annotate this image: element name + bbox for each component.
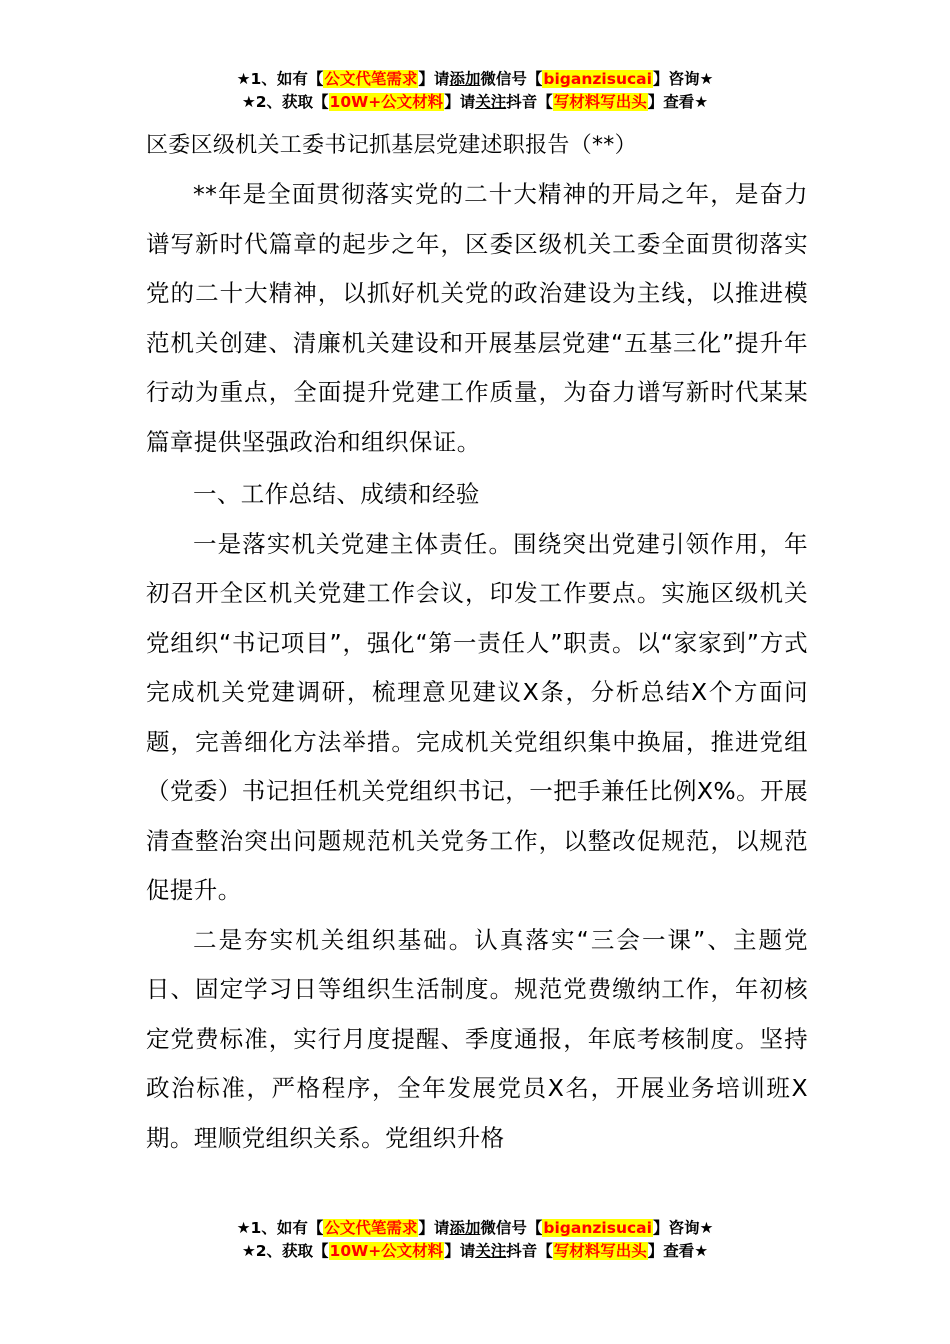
section-heading: 一、工作总结、成绩和经验 xyxy=(193,480,480,508)
promo-text: 】请 xyxy=(444,1242,476,1260)
promo-underlined: 关注 xyxy=(475,1242,507,1260)
intro-paragraph: **年是全面贯彻落实党的二十大精神的开局之年，是奋力谱写新时代篇章的起步之年，区委区级机关工委全面贯彻落实党的二十大精神，以抓好机关党的政治建设为主线，以推进模范机关创建、清廉机关建设和开展基层党建“五基三化”提升年行动为重点，全面提升党建工作质量，为奋力谱写新时代某某篇章提供坚强政治和组织保证。 xyxy=(146,180,808,456)
promo-text: ★1、如有【 xyxy=(236,70,324,88)
promo-text: 】查看★ xyxy=(647,93,709,111)
document-title: 区委区级机关工委书记抓基层党建述职报告（**） xyxy=(146,133,637,158)
promo-text: 微信号【 xyxy=(480,70,543,88)
body-paragraph-2: 二是夯实机关组织基础。认真落实“三会一课”、主题党日、固定学习日等组织生活制度。规范党费缴纳工作，年初核定党费标准，实行月度提醒、季度通报，年底考核制度。坚持政治标准，严格程序，全年发展党员X名，开展业务培训班X期。理顺党组织关系。党组织升格 xyxy=(146,925,808,1152)
promo-text: 】咨询★ xyxy=(652,70,714,88)
promo-highlight: biganzisucai xyxy=(543,70,652,88)
document-body xyxy=(146,170,808,1163)
promo-banner-bottom xyxy=(0,1217,950,1263)
promo-line-1 xyxy=(0,1217,950,1240)
promo-text: 】咨询★ xyxy=(652,1219,714,1237)
promo-text: ★2、获取【 xyxy=(241,1242,329,1260)
promo-banner-top xyxy=(0,68,950,114)
promo-highlight: 公文代笔需求 xyxy=(324,70,418,88)
promo-underlined: 关注 xyxy=(475,93,507,111)
promo-underlined: 添加 xyxy=(449,1219,481,1237)
promo-line-2 xyxy=(0,91,950,114)
promo-text: ★1、如有【 xyxy=(236,1219,324,1237)
promo-underlined: 添加 xyxy=(449,70,481,88)
promo-line-2 xyxy=(0,1240,950,1263)
promo-highlight: 写材料写出头 xyxy=(553,93,647,111)
promo-highlight: 公文代笔需求 xyxy=(324,1219,418,1237)
promo-text: 】查看★ xyxy=(647,1242,709,1260)
promo-text: 】请 xyxy=(444,93,476,111)
promo-text: 抖音【 xyxy=(506,93,553,111)
promo-text: 】请 xyxy=(418,1219,450,1237)
promo-highlight: biganzisucai xyxy=(543,1219,652,1237)
promo-line-1 xyxy=(0,68,950,91)
body-paragraph-1: 一是落实机关党建主体责任。围绕突出党建引领作用，年初召开全区机关党建工作会议，印发工作要点。实施区级机关党组织“书记项目”，强化“第一责任人”职责。以“家家到”方式完成机关党建调研，梳理意见建议X条，分析总结X个方面问题，完善细化方法举措。完成机关党组织集中换届，推进党组（党委）书记担任机关党组织书记，一把手兼任比例X%。开展清查整治突出问题规范机关党务工作，以整改促规范，以规范促提升。 xyxy=(146,529,808,904)
promo-highlight: 10W+公文材料 xyxy=(329,1242,444,1260)
promo-highlight: 写材料写出头 xyxy=(553,1242,647,1260)
promo-text: 】请 xyxy=(418,70,450,88)
promo-text: 抖音【 xyxy=(506,1242,553,1260)
promo-text: 微信号【 xyxy=(480,1219,543,1237)
promo-text: ★2、获取【 xyxy=(241,93,329,111)
promo-highlight: 10W+公文材料 xyxy=(329,93,444,111)
